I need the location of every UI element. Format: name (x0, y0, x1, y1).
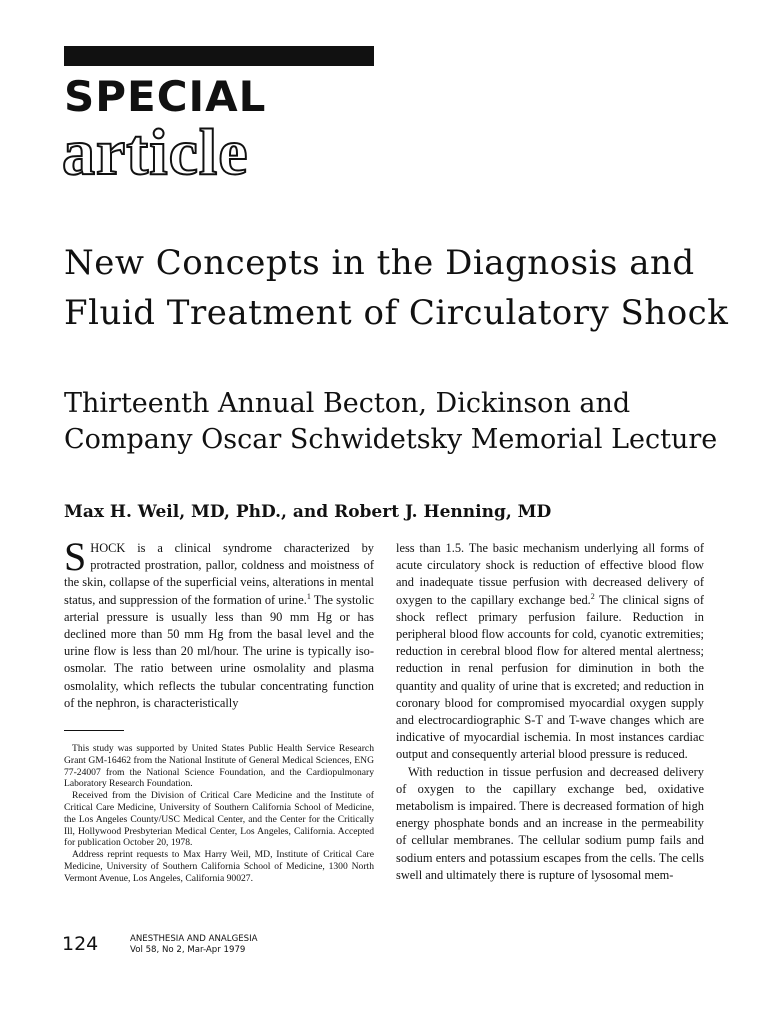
article-subtitle: Thirteenth Annual Becton, Dickinson and Company Oscar Schwidetsky Memorial Lecture (64, 388, 718, 455)
body-paragraph-2: With reduction in tissue perfusion and decreased delivery of oxygen to the capillary exchange bed, oxidative metabolism is impaired. There is decreased formation of high energy phosphate bonds and an increase in the permeability of cellular membranes. The cellular sodium pump fails and sodium enters and potassium escapes from the cells. The cells swell and ultimately there is rupture of lysosomal mem- (396, 764, 704, 882)
header-black-bar (64, 46, 374, 66)
reference-2: 2 (590, 591, 595, 601)
journal-info (130, 934, 258, 956)
body-paragraph-1-part2: The clinical signs of shock reflect primary perfusion failure. Reduction in peripheral blood flow accounts for cold, cyanotic extremities; reduction in cerebral blood flow for altered mental alertness; reduction in renal perfusion for diminution in both the quantity and quality of urine that is excreted; and reduction in coronary blood for compromised myocardial oxygen supply and electrocardiographic S-T and T-wave changes which are indicative of myocardial ischemia. In most instances cardiac output and consequently arterial blood pressure is reduced. (396, 592, 704, 762)
body-paragraph-1-part1: less than 1.5. The basic mechanism underlying all forms of acute circulatory shock is reduction of effective blood flow and inadequate tissue perfusion with decreased delivery of oxygen to the capillary exchange bed. (396, 541, 704, 607)
section-label-special: SPECIAL (64, 72, 267, 121)
journal-name: ANESTHESIA AND ANALGESIA (130, 934, 258, 944)
intro-paragraph (64, 534, 374, 712)
journal-volume: Vol 58, No 2, Mar-Apr 1979 (130, 945, 246, 955)
footnote-divider (64, 730, 124, 731)
page-number: 124 (62, 933, 99, 955)
drop-cap: S (64, 534, 87, 579)
body-paragraph-1 (396, 540, 704, 764)
section-label-article: article (62, 116, 249, 189)
article-title: New Concepts in the Diagnosis and Fluid Treatment of Circulatory Shock (64, 243, 729, 333)
intro-text-part2: The systolic arterial pressure is usually less than 90 mm Hg or has declined more than 50 mm Hg from the basal level and the urine flow is less than 20 ml/hour. The urine is typically iso-osmolar. The ratio between urine osmolality and plasma osmolality, which reflects the tubular concentrating function of the nephron, is characteristically (64, 592, 374, 710)
footnote-address: Address reprint requests to Max Harry Weil, MD, Institute of Critical Care Medicine, University of Southern California School of Medicine, 1300 North Vermont Avenue, Los Angeles, California 90027. (64, 849, 374, 884)
reference-1: 1 (306, 591, 311, 601)
right-column (396, 540, 704, 884)
footnotes (64, 743, 374, 885)
article-authors: Max H. Weil, MD, PhD., and Robert J. Henning, MD (64, 502, 552, 522)
footnote-received: Received from the Division of Critical Care Medicine and the Institute of Critical Care Medicine, University of Southern California School of Medicine, the Los Angeles County/USC Medical Center, and the Center for the Critically Ill, Hollywood Presbyterian Medical Center, Los Angeles, California. Accepted for publication October 20, 1978. (64, 790, 374, 849)
footnote-support: This study was supported by United States Public Health Service Research Grant GM-16462 from the National Institute of General Medical Sciences, ENG 77-24007 from the National Science Foundation, and the Cardiopulmonary Laboratory Research Foundation. (64, 743, 374, 790)
left-column (64, 534, 374, 885)
intro-text-part1: HOCK is a clinical syndrome characterized by protracted prostration, pallor, coldness and moistness of the skin, collapse of the superficial veins, alterations in mental status, and suppression of the formation of urine. (64, 541, 374, 607)
